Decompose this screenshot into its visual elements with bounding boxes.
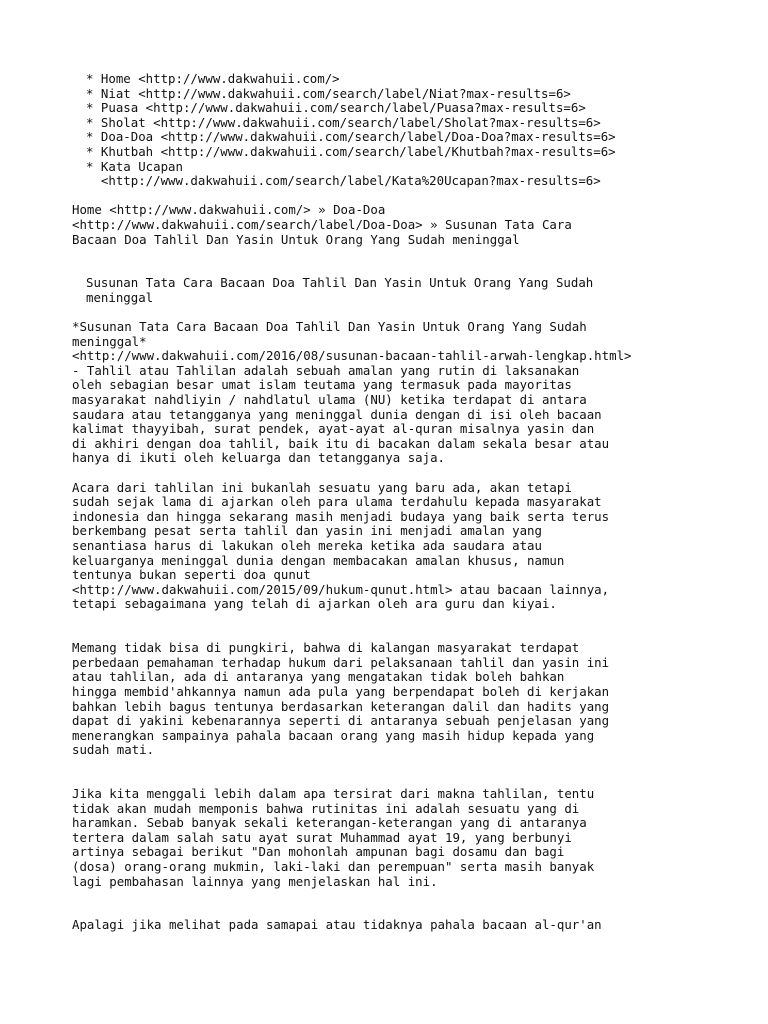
nav-item-sholat[interactable]	[86, 116, 692, 131]
paragraph-intro	[72, 320, 692, 466]
nav-item-home[interactable]	[86, 72, 692, 87]
paragraph-line: keluarganya meninggal dunia dengan membacakan amalan khusus, namun	[72, 552, 565, 568]
paragraph-line: tidak akan mudah memponis bahwa rutinitas ini adalah sesuatu yang di	[72, 800, 580, 816]
paragraph-line: saudara atau tetangganya yang meninggal dunia dengan di isi oleh bacaan	[72, 406, 602, 422]
paragraph-memang	[72, 641, 692, 758]
page-title	[72, 276, 692, 305]
spacer	[72, 889, 692, 918]
nav-item-puasa[interactable]	[86, 101, 692, 116]
page-title-line: meninggal	[86, 289, 154, 305]
paragraph-line: dapat di yakini kebenarannya seperti di antaranya sebuah penjelasan yang	[72, 713, 610, 729]
spacer	[72, 612, 692, 641]
nav-item-label: * Home <http://www.dakwahuii.com/>	[86, 71, 340, 86]
breadcrumb-line: <http://www.dakwahuii.com/search/label/Doa-Doa> » Susunan Tata Cara	[72, 216, 572, 232]
nav-item-label: * Niat <http://www.dakwahuii.com/search/label/Niat?max-results=6>	[86, 85, 571, 101]
paragraph-jika	[72, 787, 692, 889]
nav-item-label: * Doa-Doa <http://www.dakwahuii.com/search/label/Doa-Doa?max-results=6>	[86, 129, 616, 145]
paragraph-line: artinya sebagai berikut "Dan mohonlah ampunan bagi dosamu dan bagi	[72, 844, 565, 860]
paragraph-line: tentunya bukan seperti doa qunut	[72, 567, 311, 583]
nav-item-label: * Kata Ucapan	[86, 158, 183, 174]
paragraph-line: berkembang pesat serta tahlil dan yasin ini menjadi amalan yang	[72, 523, 542, 539]
spacer	[72, 189, 692, 204]
paragraph-line: menerangkan sampainya pahala bacaan orang yang masih hidup kepada yang	[72, 727, 595, 743]
paragraph-line: - Tahlil atau Tahlilan adalah sebuah amalan yang rutin di laksanakan	[72, 362, 580, 378]
paragraph-line: *Susunan Tata Cara Bacaan Doa Tahlil Dan Yasin Untuk Orang Yang Sudah	[72, 319, 587, 335]
nav-item-niat[interactable]	[86, 87, 692, 102]
breadcrumb-line: Home <http://www.dakwahuii.com/> » Doa-Doa	[72, 202, 386, 218]
qunut-link[interactable]: <http://www.dakwahuii.com/2015/09/hukum-qunut.html> atau bacaan lainnya,	[72, 581, 610, 597]
nav-item-label: * Sholat <http://www.dakwahuii.com/search/label/Sholat?max-results=6>	[86, 114, 601, 130]
breadcrumb-line: Bacaan Doa Tahlil Dan Yasin Untuk Orang Yang Sudah meninggal	[72, 231, 520, 247]
nav-item-label: * Khutbah <http://www.dakwahuii.com/search/label/Khutbah?max-results=6>	[86, 143, 616, 159]
paragraph-line: hingga membid'ahkannya namun ada pula yang berpendapat boleh di kerjakan	[72, 683, 610, 699]
paragraph-line: perbedaan pemahaman terhadap hukum dari pelaksanaan tahlil dan yasin ini	[72, 654, 610, 670]
paragraph-line: senantiasa harus di lakukan oleh mereka ketika ada saudara atau	[72, 538, 542, 553]
paragraph-line: tetapi sebagaimana yang telah di ajarkan oleh ara guru dan kiyai.	[72, 596, 557, 612]
nav-item-doa-doa[interactable]	[86, 130, 692, 145]
paragraph-line: Memang tidak bisa di pungkiri, bahwa di kalangan masyarakat terdapat	[72, 640, 580, 656]
nav-item-url: <http://www.dakwahuii.com/search/label/Kata%20Ucapan?max-results=6>	[86, 173, 601, 189]
paragraph-line: atau tahlilan, ada di antaranya yang mengatakan tidak boleh bahkan	[72, 669, 565, 685]
paragraph-line: Acara dari tahlilan ini bukanlah sesuatu yang baru ada, akan tetapi	[72, 479, 572, 495]
paragraph-line: sudah mati.	[72, 742, 155, 758]
spacer	[72, 247, 692, 276]
paragraph-apalagi	[72, 918, 692, 933]
paragraph-line: hanya di ikuti oleh keluarga dan tetangganya saja.	[72, 450, 445, 466]
spacer	[72, 758, 692, 787]
breadcrumb[interactable]	[72, 203, 692, 247]
spacer	[72, 466, 692, 481]
document-page	[72, 72, 692, 933]
paragraph-line: di akhiri dengan doa tahlil, baik itu di bacakan dalam sekala besar atau	[72, 435, 610, 451]
paragraph-line: sudah sejak lama di ajarkan oleh para ulama terdahulu kepada masyarakat	[72, 494, 602, 510]
paragraph-line: masyarakat nahdliyin / nahdlatul ulama (NU) ketika terdapat di antara	[72, 392, 587, 408]
paragraph-line: haramkan. Sebab banyak sekali keterangan-keterangan yang di antaranya	[72, 815, 587, 831]
paragraph-line: oleh sebagian besar umat islam teutama yang termasuk pada mayoritas	[72, 377, 572, 393]
paragraph-line: Jika kita menggali lebih dalam apa tersirat dari makna tahlilan, tentu	[72, 786, 595, 802]
spacer	[72, 306, 692, 321]
paragraph-acara	[72, 481, 692, 612]
paragraph-line: bahkan lebih bagus tentunya berdasarkan keterangan dalil dan hadits yang	[72, 698, 610, 714]
nav-item-khutbah[interactable]	[86, 145, 692, 160]
paragraph-line: indonesia dan hingga sekarang masih menjadi budaya yang baik serta terus	[72, 508, 610, 524]
paragraph-line: Apalagi jika melihat pada samapai atau tidaknya pahala bacaan al-qur'an	[72, 917, 602, 933]
paragraph-line: kalimat thayyibah, surat pendek, ayat-ayat al-quran misalnya yasin dan	[72, 421, 595, 437]
article-link[interactable]: <http://www.dakwahuii.com/2016/08/susunan-bacaan-tahlil-arwah-lengkap.html>	[72, 348, 632, 364]
nav-item-label: * Puasa <http://www.dakwahuii.com/search/label/Puasa?max-results=6>	[86, 100, 586, 116]
paragraph-line: meninggal*	[72, 333, 147, 349]
paragraph-line: (dosa) orang-orang mukmin, laki-laki dan perempuan" serta masih banyak	[72, 859, 595, 875]
nav-item-kata-ucapan[interactable]	[86, 160, 692, 189]
nav-menu	[72, 72, 692, 189]
paragraph-line: lagi pembahasan lainnya yang menjelaskan hal ini.	[72, 873, 438, 889]
page-title-line: Susunan Tata Cara Bacaan Doa Tahlil Dan Yasin Untuk Orang Yang Sudah	[86, 275, 594, 291]
paragraph-line: tertera dalam salah satu ayat surat Muhammad ayat 19, yang berbunyi	[72, 829, 572, 845]
